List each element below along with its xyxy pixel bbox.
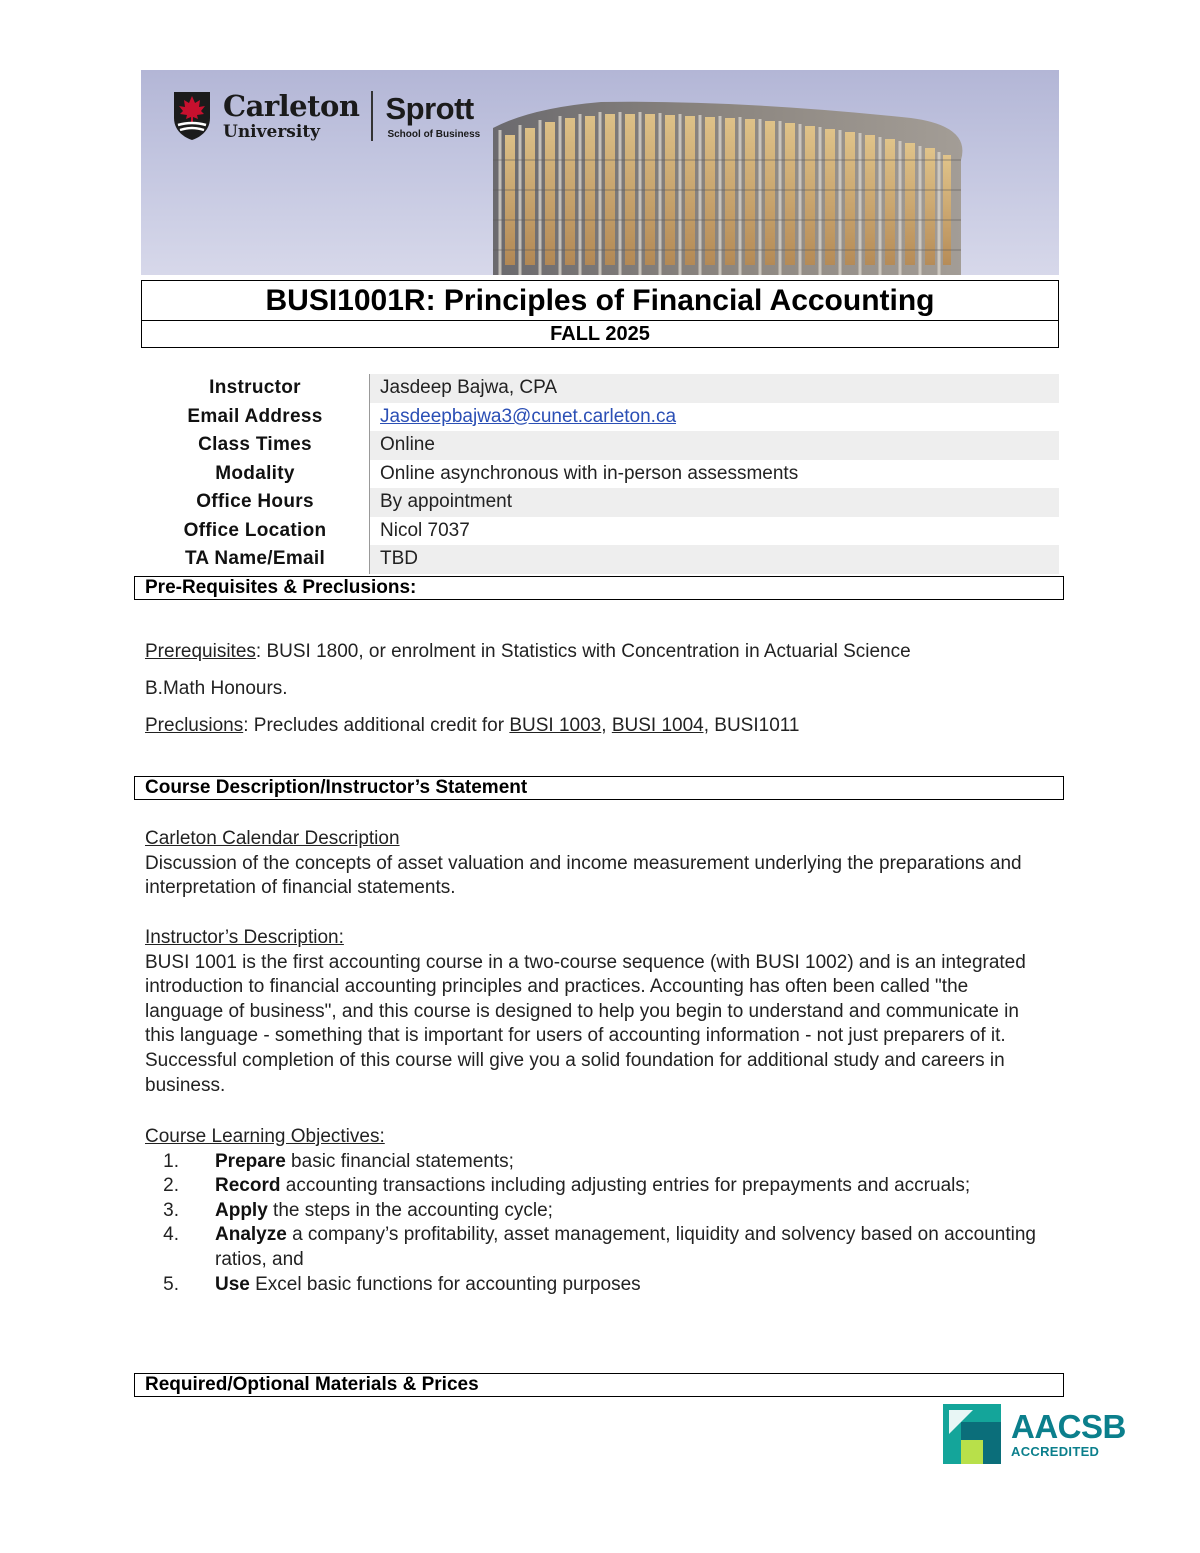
list-item (145, 1150, 1055, 1175)
header-banner (141, 70, 1059, 275)
list-number: 2. (163, 1175, 179, 1197)
building-image (491, 100, 1059, 275)
info-row-office-hours (141, 488, 1059, 517)
list-item (145, 1174, 1055, 1199)
info-label: Office Hours (196, 491, 314, 513)
info-value: Online asynchronous with in-person assessments (369, 460, 1059, 489)
objective-text: Excel basic functions for accounting purposes (249, 1273, 641, 1295)
info-value: Online (369, 431, 1059, 460)
objective-text: a company’s profitability, asset management, liquidity and solvency based on accounting ratios, and (215, 1224, 1036, 1270)
info-value: Jasdeep Bajwa, CPA (369, 374, 1059, 403)
info-row-modality (141, 460, 1059, 489)
info-label: Modality (215, 462, 295, 484)
info-label: Instructor (209, 377, 301, 399)
university-subtitle: University (223, 121, 321, 142)
prereq-section-header: Pre-Requisites & Preclusions: (134, 576, 1064, 600)
info-label: Email Address (187, 405, 323, 427)
instructor-description (145, 926, 1050, 1098)
objective-verb: Analyze (215, 1224, 287, 1246)
list-number: 4. (163, 1224, 179, 1246)
university-logo (171, 88, 480, 144)
description-section-header: Course Description/Instructor’s Statement (134, 776, 1064, 800)
aacsb-subtitle: ACCREDITED (1011, 1444, 1100, 1459)
list-number: 1. (163, 1150, 179, 1172)
objective-verb: Apply (215, 1199, 268, 1221)
info-value: By appointment (369, 488, 1059, 517)
preclusion-tail: BUSI1011 (709, 715, 800, 736)
list-number: 5. (163, 1273, 179, 1295)
aacsb-emblem-icon (943, 1404, 1001, 1464)
info-value: Nicol 7037 (369, 517, 1059, 546)
list-item (145, 1199, 1055, 1224)
objectives-list (145, 1150, 1055, 1298)
prereq-line-2: B.Math Honours. (145, 678, 288, 699)
instructor-heading: Instructor’s Description: (145, 927, 344, 948)
instructor-text: BUSI 1001 is the first accounting course in a two-course sequence (with BUSI 1002) and is an integrated introduction to financial accounting principles and practices. Accounting has often been called "the language of business", and this course is designed to help you begin to understand and communicate in this language - something that is important for users of accounting information - not just preparers of it. Successful completion of this course will give you a solid foundation for additional study and careers in business. (145, 951, 1026, 1096)
school-subtitle: School of Business (387, 128, 481, 140)
course-title: BUSI1001R: Principles of Financial Accounting (265, 283, 935, 317)
school-name: Sprott (385, 90, 474, 126)
logo-divider (371, 91, 373, 141)
info-label: Class Times (198, 434, 312, 456)
prereq-line (145, 640, 1055, 665)
aacsb-name: AACSB (1011, 1408, 1126, 1445)
objective-verb: Use (215, 1273, 250, 1295)
info-label: Office Location (183, 519, 327, 541)
calendar-description (145, 827, 1055, 901)
info-value: TBD (369, 545, 1059, 574)
objective-verb: Record (215, 1175, 281, 1197)
preclusion-separator: , (601, 715, 612, 736)
course-term: FALL 2025 (550, 322, 650, 345)
calendar-text: Discussion of the concepts of asset valuation and income measurement underlying the preparations and interpretation of financial statements. (145, 852, 1022, 899)
prereq-label: Prerequisites (145, 641, 256, 662)
university-name: Carleton (223, 88, 360, 123)
info-row-instructor (141, 374, 1059, 403)
info-row-office-location (141, 517, 1059, 546)
prereq-text: : BUSI 1800, or enrolment in Statistics with Concentration in Actuarial Science (255, 641, 911, 662)
materials-section-header: Required/Optional Materials & Prices (134, 1373, 1064, 1397)
carleton-shield-icon (171, 90, 213, 142)
preclusion-course-link[interactable]: BUSI 1003 (509, 715, 602, 736)
preclusion-course-link[interactable]: BUSI 1004, (611, 715, 709, 736)
instructor-email-link[interactable]: Jasdeepbajwa3@cunet.carleton.ca (380, 405, 677, 427)
calendar-heading: Carleton Calendar Description (145, 828, 400, 849)
info-row-ta (141, 545, 1059, 574)
list-number: 3. (163, 1199, 179, 1221)
preclusion-text: : Precludes additional credit for (243, 715, 510, 736)
learning-objectives (145, 1125, 1055, 1297)
objective-text: the steps in the accounting cycle; (267, 1199, 553, 1221)
info-row-class-times (141, 431, 1059, 460)
info-value (369, 403, 1059, 432)
objective-text: accounting transactions including adjusting entries for prepayments and accruals; (280, 1175, 971, 1197)
course-title-box (141, 280, 1059, 348)
preclusion-label: Preclusions (145, 715, 244, 736)
preclusion-line (145, 714, 1055, 739)
aacsb-logo (943, 1404, 1126, 1464)
list-item (145, 1273, 1055, 1298)
info-row-email (141, 403, 1059, 432)
course-info-table (141, 374, 1059, 574)
objective-verb: Prepare (215, 1150, 286, 1172)
info-label: TA Name/Email (184, 548, 326, 570)
objective-text: basic financial statements; (285, 1150, 514, 1172)
objectives-heading: Course Learning Objectives: (145, 1126, 385, 1147)
list-item (145, 1223, 1055, 1272)
